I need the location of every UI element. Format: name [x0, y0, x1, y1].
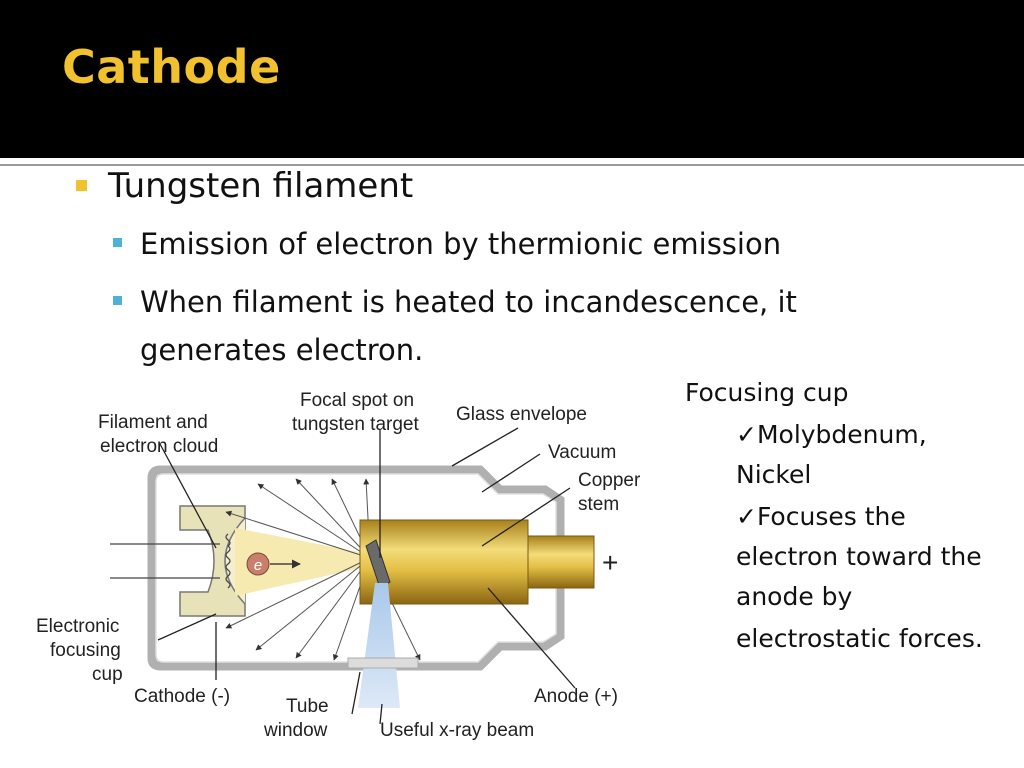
bullet-marker-sub1	[113, 238, 122, 247]
label-anode: Anode (+)	[534, 686, 618, 707]
xray-tube-diagram	[30, 378, 650, 768]
label-tube-2: window	[264, 720, 328, 741]
focusing-cup-function-1: ✓Focuses the	[736, 502, 906, 531]
label-focal-1: Focal spot on	[300, 390, 415, 411]
label-beam: Useful x-ray beam	[380, 720, 535, 741]
copper-stem	[528, 536, 594, 588]
label-focusing-1: Electronic	[36, 616, 120, 637]
label-copper-2: stem	[578, 494, 620, 515]
svg-text:-: -	[267, 552, 270, 562]
label-cathode: Cathode (-)	[134, 686, 231, 707]
bullet-main: Tungsten filament	[108, 166, 414, 206]
focusing-cup-function-2: electron toward the	[736, 542, 982, 571]
bullet-sub2-line1: When filament is heated to incandescence, it	[140, 285, 797, 319]
bullet-marker-sub2	[113, 296, 122, 305]
bullet-marker-main	[76, 180, 87, 191]
label-focal-2: tungsten target	[292, 414, 419, 435]
label-filament-1: Filament and	[98, 412, 208, 433]
bullet-sub1: Emission of electron by thermionic emission	[140, 227, 782, 261]
focusing-cup-material-1: ✓Molybdenum,	[736, 420, 927, 449]
label-vacuum: Vacuum	[548, 442, 617, 463]
focusing-cup-function-4: electrostatic forces.	[736, 624, 983, 653]
focusing-cup-function-3: anode by	[736, 582, 853, 611]
title-bar	[0, 0, 1024, 158]
bullet-sub2-line2: generates electron.	[140, 333, 424, 367]
label-tube-1: Tube	[286, 696, 329, 717]
tube-window	[348, 658, 418, 668]
label-focusing-2: focusing	[50, 640, 121, 661]
svg-text:e: e	[253, 557, 263, 574]
slide-title: Cathode	[62, 40, 281, 94]
focusing-cup-material-2: Nickel	[736, 460, 812, 489]
label-filament-2: electron cloud	[100, 436, 219, 457]
label-plus: +	[602, 547, 619, 578]
label-glass: Glass envelope	[456, 404, 587, 425]
focusing-cup-heading: Focusing cup	[685, 378, 849, 407]
label-focusing-3: cup	[92, 664, 123, 685]
label-copper-1: Copper	[578, 470, 641, 491]
